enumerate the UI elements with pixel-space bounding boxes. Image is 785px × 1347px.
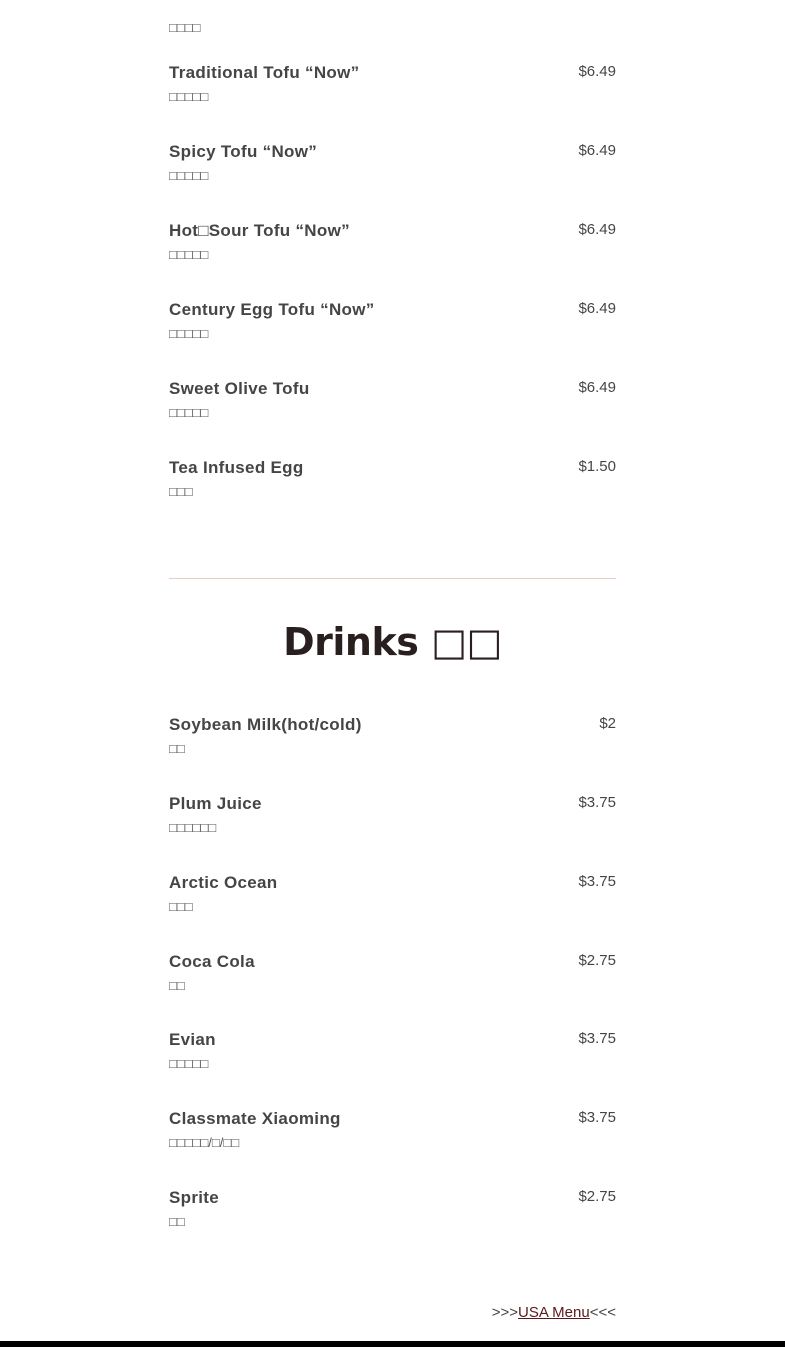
item-chinese-name: □□□□□	[169, 326, 209, 341]
item-price: $2.75	[578, 952, 616, 969]
menu-item	[169, 1188, 616, 1248]
item-chinese-name: □□□□	[169, 20, 201, 35]
item-name: Coca Cola	[169, 952, 255, 971]
menu-item	[169, 873, 616, 933]
item-chinese-name: □□□□□	[169, 247, 209, 262]
usa-menu-link[interactable]: USA Menu	[518, 1304, 590, 1321]
menu-item	[169, 715, 616, 775]
item-chinese-name: □□□□□/□/□□	[169, 1135, 240, 1150]
item-price: $6.49	[578, 221, 616, 238]
item-chinese-name: □□□□□	[169, 89, 209, 104]
item-name: Hot□Sour Tofu “Now”	[169, 221, 350, 240]
item-price: $6.49	[578, 379, 616, 396]
menu-item-partial	[169, 0, 616, 54]
bottom-bar	[0, 1341, 785, 1347]
item-price: $3.75	[578, 1109, 616, 1126]
item-price: $2	[599, 715, 616, 732]
menu-item	[169, 458, 616, 518]
item-name: Evian	[169, 1030, 216, 1049]
item-name: Traditional Tofu “Now”	[169, 63, 360, 82]
item-chinese-name: □□□	[169, 484, 193, 499]
item-name: Spicy Tofu “Now”	[169, 142, 318, 161]
item-price: $3.75	[578, 794, 616, 811]
menu-item	[169, 952, 616, 1012]
footer-nav	[492, 1304, 616, 1321]
item-name: Soybean Milk(hot/cold)	[169, 715, 362, 734]
item-name: Plum Juice	[169, 794, 262, 813]
item-chinese-name: □□□□□	[169, 168, 209, 183]
item-name: Tea Infused Egg	[169, 458, 304, 477]
item-chinese-name: □□	[169, 741, 185, 756]
item-chinese-name: □□	[169, 978, 185, 993]
item-price: $6.49	[578, 142, 616, 159]
item-price: $2.75	[578, 1188, 616, 1205]
menu-item	[169, 1030, 616, 1090]
item-chinese-name: □□	[169, 1214, 185, 1229]
item-price: $3.75	[578, 1030, 616, 1047]
footer-suffix: <<<	[589, 1304, 616, 1321]
menu-item	[169, 379, 616, 439]
item-chinese-name: □□□□□	[169, 1056, 209, 1071]
item-price: $6.49	[578, 300, 616, 317]
item-chinese-name: □□□□□	[169, 405, 209, 420]
menu-item	[169, 221, 616, 281]
menu-item	[169, 63, 616, 123]
item-price: $3.75	[578, 873, 616, 890]
item-name: Classmate Xiaoming	[169, 1109, 341, 1128]
menu-item	[169, 142, 616, 202]
item-price: $1.50	[578, 458, 616, 475]
menu-item	[169, 300, 616, 360]
menu-item	[169, 1109, 616, 1169]
section-divider	[169, 578, 616, 579]
item-price: $6.49	[578, 63, 616, 80]
item-chinese-name: □□□□□□	[169, 820, 217, 835]
drinks-section-title: Drinks □□	[283, 620, 502, 664]
menu-item	[169, 794, 616, 854]
item-name: Sweet Olive Tofu	[169, 379, 310, 398]
item-name: Arctic Ocean	[169, 873, 278, 892]
footer-prefix: >>>	[491, 1304, 518, 1321]
item-name: Century Egg Tofu “Now”	[169, 300, 375, 319]
item-name: Sprite	[169, 1188, 219, 1207]
item-chinese-name: □□□	[169, 899, 193, 914]
